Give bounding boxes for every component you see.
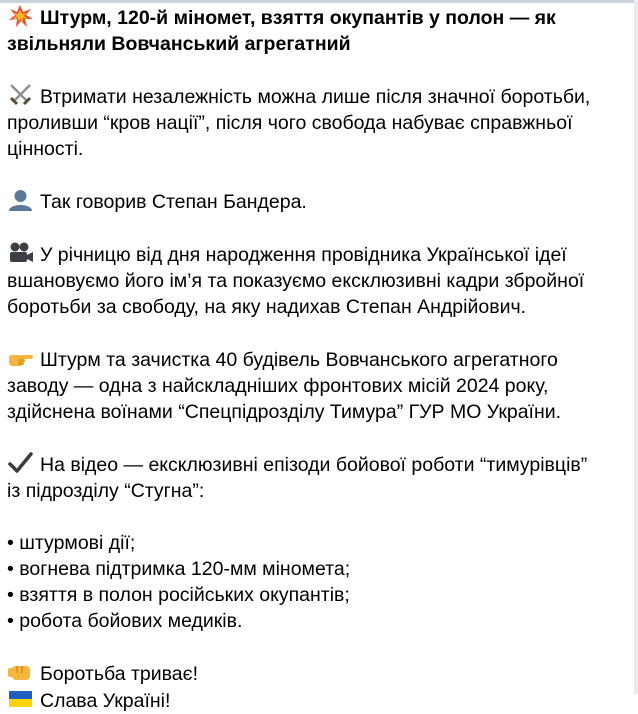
paragraph-independence: Втримати незалежність можна лише після значної боротьби, проливши “кров нації”, після чого свобода набуває справжньої цінності. bbox=[7, 83, 633, 162]
closing-lines: Боротьба триває! Слава Україні! bbox=[7, 660, 633, 714]
list-item: • робота бойових медиків. bbox=[7, 610, 243, 632]
list-item: • вогнева підтримка 120-мм міномета; bbox=[7, 558, 351, 580]
paragraph-assault: Штурм та зачистка 40 будівель Вовчанського агрегатного заводу — одна з найскладніших фронтових місій 2024 року, здійснена воїнами “Спецпідрозділу Тимура” ГУР МО України. bbox=[7, 346, 633, 425]
paragraph-quote-author: Так говорив Степан Бандера. bbox=[7, 188, 633, 215]
paragraph-video: На відео — ексклюзивні епізоди бойової роботи “тимурівців” із підрозділу “Стугна”: bbox=[7, 451, 633, 504]
bust-silhouette-icon bbox=[7, 188, 34, 212]
title-line-2: звільняли Вовчанський агрегатний bbox=[7, 33, 351, 55]
crossed-swords-icon bbox=[7, 83, 34, 107]
post-title bbox=[7, 4, 633, 57]
post-message bbox=[7, 4, 633, 714]
check-mark-icon bbox=[7, 451, 34, 475]
paragraph-anniversary: У річницю від дня народження провідника Української ідеї вшановуємо його ім’я та показуємо ексклюзивні кадри збройної боротьби за свободу, на яку надихав Степан Андрійович. bbox=[7, 241, 633, 320]
list-item: • взяття в полон російських окупантів; bbox=[7, 584, 350, 606]
ukraine-flag-icon bbox=[7, 687, 34, 711]
pointing-hand-icon bbox=[7, 346, 34, 370]
collision-icon bbox=[7, 4, 34, 28]
movie-camera-icon bbox=[7, 241, 34, 265]
title-line-1: Штурм, 120-й міномет, взяття окупантів у полон — як bbox=[7, 4, 633, 31]
scrollbar[interactable] bbox=[634, 0, 638, 694]
bullet-list bbox=[7, 530, 633, 634]
list-item: • штурмові дії; bbox=[7, 532, 136, 554]
fist-icon bbox=[7, 660, 34, 684]
top-divider bbox=[0, 0, 638, 3]
